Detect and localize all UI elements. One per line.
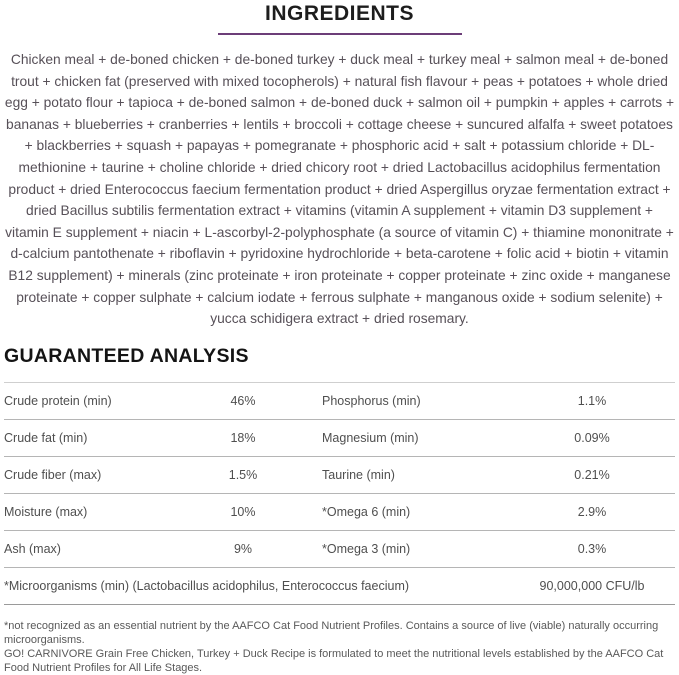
ingredients-text: Chicken meal + de-boned chicken + de-boned turkey + duck meal + turkey meal + salmon meal + de-boned trout + chicken fat (preserved with mixed tocopherols) + natural fish flavour + peas + potatoes + whole dried egg + potato flour + tapioca + de-boned salmon + de-boned duck + salmon oil + pumpkin + apples + carrots + bananas + blueberries + cranberries + lentils + broccoli + cottage cheese + suncured alfalfa + sweet potatoes + blackberries + squash + papayas + pomegranate + phosphoric acid + salt + potassium chloride + DL-methionine + taurine + choline chloride + dried chicory root + dried Lactobacillus acidophilus fermentation product + dried Enterococcus faecium fermentation product + dried Aspergillus oryzae fermentation extract + dried Bacillus subtilis fermentation extract + vitamins (vitamin A supplement + vitamin D3 supplement + vitamin E supplement + niacin + L-ascorbyl-2-polyphosphate (a source of vitamin C) + thiamine mononitrate + d-calcium pantothenate + riboflavin + pyridoxine hydrochloride + beta-carotene + folic acid + biotin + vitamin B12 supplement) + minerals (zinc proteinate + iron proteinate + copper proteinate + zinc oxide + manganese proteinate + copper sulphate + calcium iodate + ferrous sulphate + manganous oxide + sodium selenite) + yucca schidigera extract + dried rosemary. (4, 52, 675, 327)
nutrient-value: 2.9% (577, 505, 607, 519)
nutrient-label: Magnesium (min) (322, 431, 419, 445)
nutrient-value: 90,000,000 CFU/lb (539, 579, 645, 593)
nutrient-label: *Microorganisms (min) (Lactobacillus acidophilus, Enterococcus faecium) (4, 579, 410, 593)
nutrient-value: 1.1% (577, 394, 607, 408)
nutrient-label: Ash (max) (4, 542, 61, 556)
accent-divider (218, 33, 462, 35)
table-row (4, 383, 675, 420)
guaranteed-analysis-table (4, 382, 675, 605)
nutrient-label: Phosphorus (min) (322, 394, 421, 408)
footnote-aafco-statement: GO! CARNIVORE Grain Free Chicken, Turkey + Duck Recipe is formulated to meet the nutritional levels established by the AAFCO Cat Food Nutrient Profiles for All Life Stages. (4, 648, 664, 674)
nutrient-value: 46% (230, 394, 256, 408)
table-row (4, 531, 675, 568)
table-row (4, 457, 675, 494)
nutrient-value: 10% (230, 505, 256, 519)
nutrient-value: 18% (230, 431, 256, 445)
nutrient-label: Taurine (min) (322, 468, 395, 482)
guaranteed-analysis-title: GUARANTEED ANALYSIS (4, 345, 249, 367)
table-row-microorganisms (4, 568, 675, 604)
nutrient-label: Crude fiber (max) (4, 468, 102, 482)
nutrient-label: Crude fat (min) (4, 431, 88, 445)
nutrient-label: *Omega 6 (min) (322, 505, 411, 519)
ingredients-title: INGREDIENTS (264, 2, 414, 25)
nutrient-value: 0.09% (574, 431, 610, 445)
nutrient-label: *Omega 3 (min) (322, 542, 411, 556)
nutrient-value: 0.3% (577, 542, 607, 556)
table-row (4, 494, 675, 531)
nutrient-value: 9% (233, 542, 253, 556)
nutrient-value: 1.5% (228, 468, 258, 482)
nutrient-label: Crude protein (min) (4, 394, 112, 408)
table-row (4, 420, 675, 457)
footnote-nutrient-disclaimer: *not recognized as an essential nutrient by the AAFCO Cat Food Nutrient Profiles. Contains a source of live (viable) naturally occurring microorganisms. (4, 620, 659, 646)
nutrient-value: 0.21% (574, 468, 610, 482)
nutrient-label: Moisture (max) (4, 505, 88, 519)
ingredients-section (0, 0, 679, 330)
